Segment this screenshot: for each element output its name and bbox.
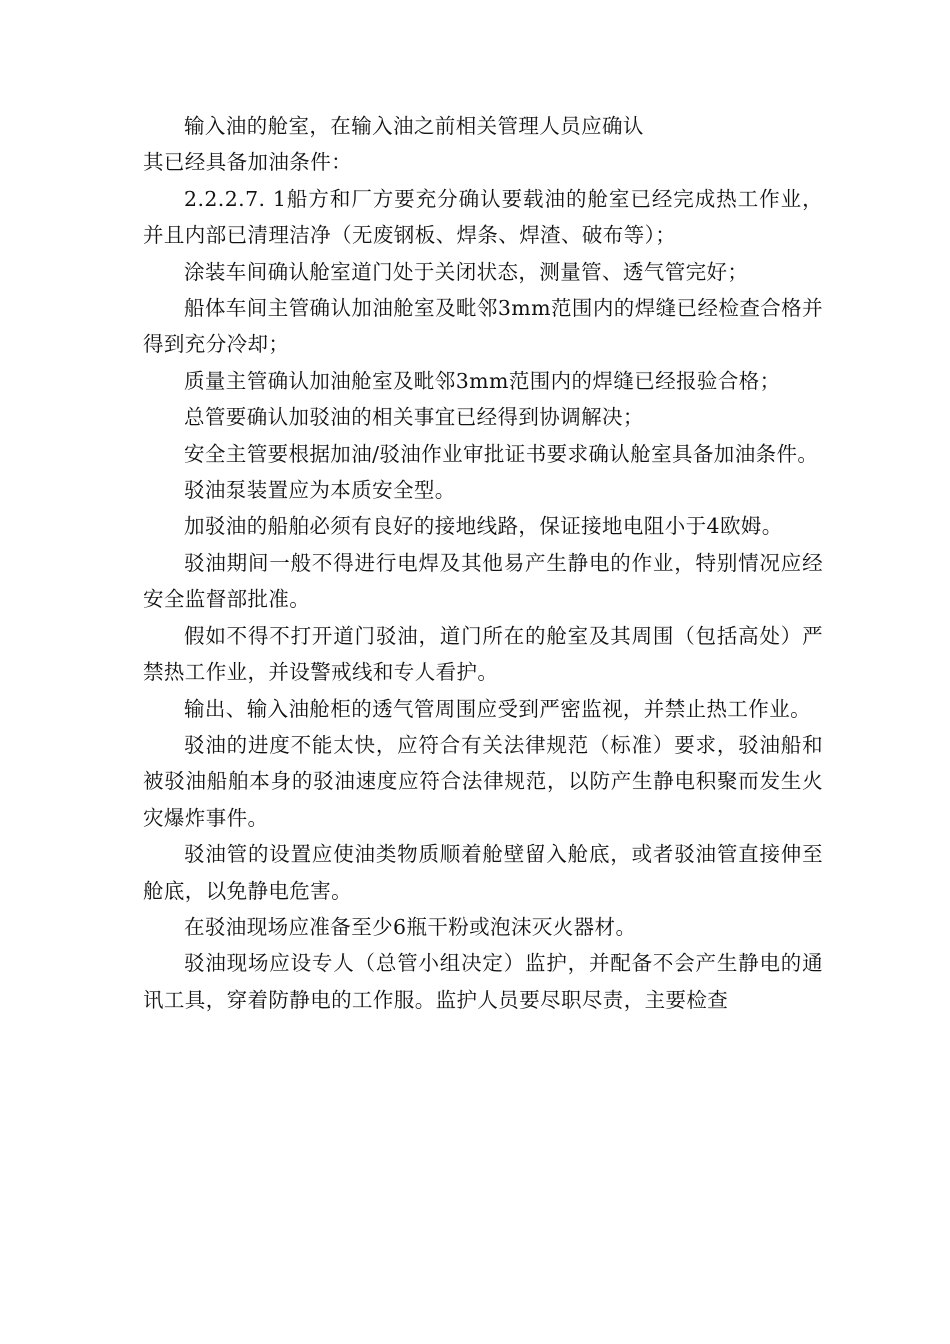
paragraph: 在驳油现场应准备至少6瓶干粉或泡沫灭火器材。	[184, 914, 637, 939]
paragraph: 涂装车间确认舱室道门处于关闭状态，测量管、透气管完好；	[184, 259, 749, 284]
paragraph: 总管要确认加驳油的相关事宜已经得到协调解决；	[184, 405, 644, 430]
paragraph: 驳油期间一般不得进行电焊及其他易产生静电的作业，特别情况应经安全监督部批准。	[143, 550, 823, 612]
paragraph: 质量主管确认加油舱室及毗邻3mm范围内的焊缝已经报验合格；	[184, 368, 781, 393]
paragraph: 2.2.2.7. 1船方和厂方要充分确认要载油的舱室已经完成热工作业，并且内部已清理洁净（无废钢板、焊条、焊渣、破布等）；	[143, 186, 823, 248]
paragraph: 驳油现场应设专人（总管小组决定）监护，并配备不会产生静电的通讯工具，穿着防静电的工作服。监护人员要尽职尽责，主要检查	[143, 951, 823, 1012]
paragraph: 其已经具备加油条件：	[143, 150, 352, 175]
paragraph: 安全主管要根据加油/驳油作业审批证书要求确认舱室具备加油条件。	[184, 441, 819, 466]
paragraph: 驳油管的设置应使油类物质顺着舱壁留入舱底，或者驳油管直接伸至舱底，以免静电危害。	[143, 842, 823, 903]
paragraph: 驳油泵装置应为本质安全型。	[184, 478, 456, 503]
paragraph: 船体车间主管确认加油舱室及毗邻3mm范围内的焊缝已经检查合格并得到充分冷却；	[143, 296, 823, 357]
document-body	[143, 108, 823, 1018]
paragraph: 假如不得不打开道门驳油，道门所在的舱室及其周围（包括高处）严禁热工作业，并设警戒线和专人看护。	[143, 623, 823, 685]
paragraph: 驳油的进度不能太快，应符合有关法律规范（标准）要求，驳油船和被驳油船舶本身的驳油速度应符合法律规范，以防产生静电积聚而发生火灾爆炸事件。	[143, 732, 823, 830]
paragraph: 输出、输入油舱柜的透气管周围应受到严密监视，并禁止热工作业。	[184, 696, 811, 721]
paragraph: 输入油的舱室，在输入油之前相关管理人员应确认	[184, 114, 644, 138]
paragraph: 加驳油的船舶必须有良好的接地线路，保证接地电阻小于4欧姆。	[184, 514, 783, 539]
